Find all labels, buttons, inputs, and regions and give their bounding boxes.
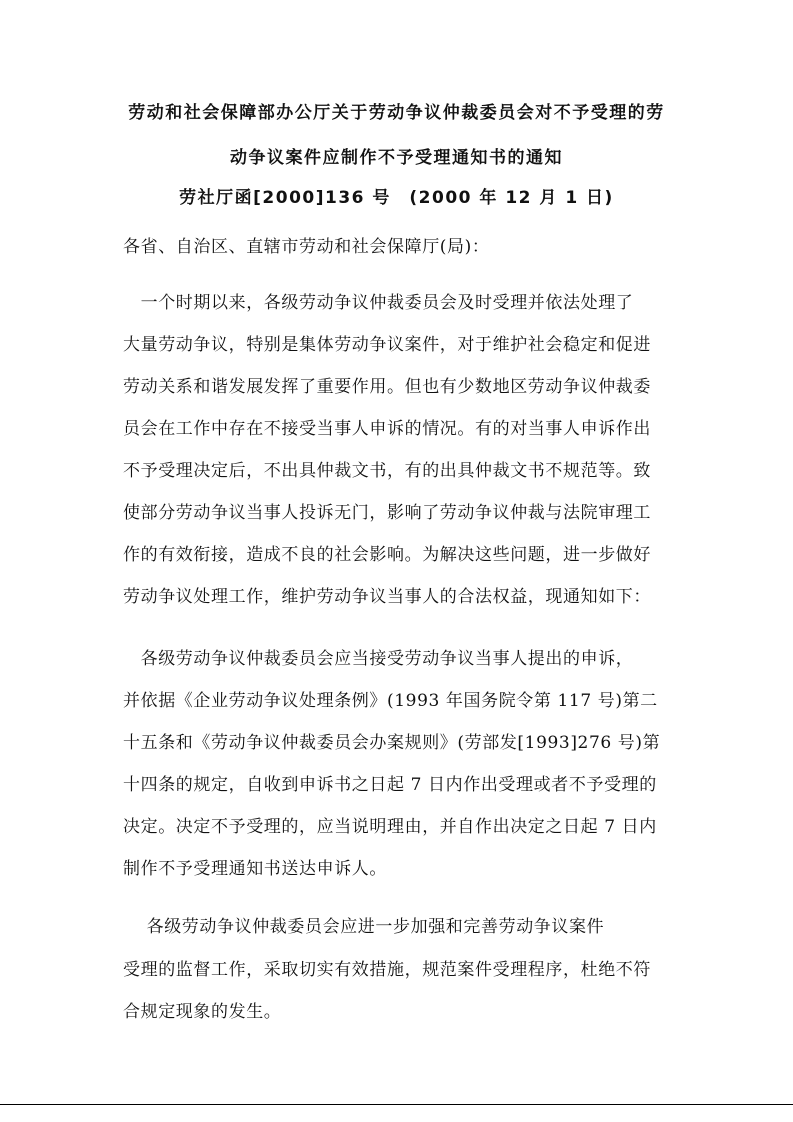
paragraph-line: 使部分劳动争议当事人投诉无门，影响了劳动争议仲裁与法院审理工 xyxy=(123,503,651,523)
paragraph-line: 劳动争议处理工作，维护劳动争议当事人的合法权益，现通知如下： xyxy=(123,587,651,607)
document-number: 劳社厅函[2000]136 号 (2000 年 12 月 1 日) xyxy=(179,188,614,208)
addressee: 各省、自治区、直辖市劳动和社会保障厅(局)： xyxy=(123,237,490,257)
paragraph-line: 各级劳动争议仲裁委员会应进一步加强和完善劳动争议案件 xyxy=(123,917,605,937)
paragraph-line: 大量劳动争议，特别是集体劳动争议案件，对于维护社会稳定和促进 xyxy=(123,335,651,355)
paragraph-line: 作的有效衔接，造成不良的社会影响。为解决这些问题，进一步做好 xyxy=(123,545,651,565)
paragraph-line: 十四条的规定，自收到申诉书之日起 7 日内作出受理或者不予受理的 xyxy=(123,775,657,795)
paragraph-line: 一个时期以来，各级劳动争议仲裁委员会及时受理并依法处理了 xyxy=(123,293,634,313)
page-bottom-divider xyxy=(0,1104,793,1105)
paragraph-line: 决定。决定不予受理的，应当说明理由，并自作出决定之日起 7 日内 xyxy=(123,817,657,837)
document-title-line-2: 动争议案件应制作不予受理通知书的通知 xyxy=(230,148,563,168)
paragraph-line: 员会在工作中存在不接受当事人申诉的情况。有的对当事人申诉作出 xyxy=(123,419,651,439)
paragraph-line: 劳动关系和谐发展发挥了重要作用。但也有少数地区劳动争议仲裁委 xyxy=(123,377,651,397)
document-title-line-1: 劳动和社会保障部办公厅关于劳动争议仲裁委员会对不予受理的劳 xyxy=(128,103,665,123)
paragraph-line: 各级劳动争议仲裁委员会应当接受劳动争议当事人提出的申诉， xyxy=(123,649,634,669)
paragraph-line: 不予受理决定后，不出具仲裁文书，有的出具仲裁文书不规范等。致 xyxy=(123,461,651,481)
paragraph-line: 并依据《企业劳动争议处理条例》(1993 年国务院令第 117 号)第二 xyxy=(123,691,658,711)
paragraph-line: 制作不予受理通知书送达申诉人。 xyxy=(123,859,387,879)
paragraph-line: 十五条和《劳动争议仲裁委员会办案规则》(劳部发[1993]276 号)第 xyxy=(123,733,661,753)
paragraph-line: 受理的监督工作，采取切实有效措施，规范案件受理程序，杜绝不符 xyxy=(123,960,651,980)
paragraph-line: 合规定现象的发生。 xyxy=(123,1002,282,1022)
